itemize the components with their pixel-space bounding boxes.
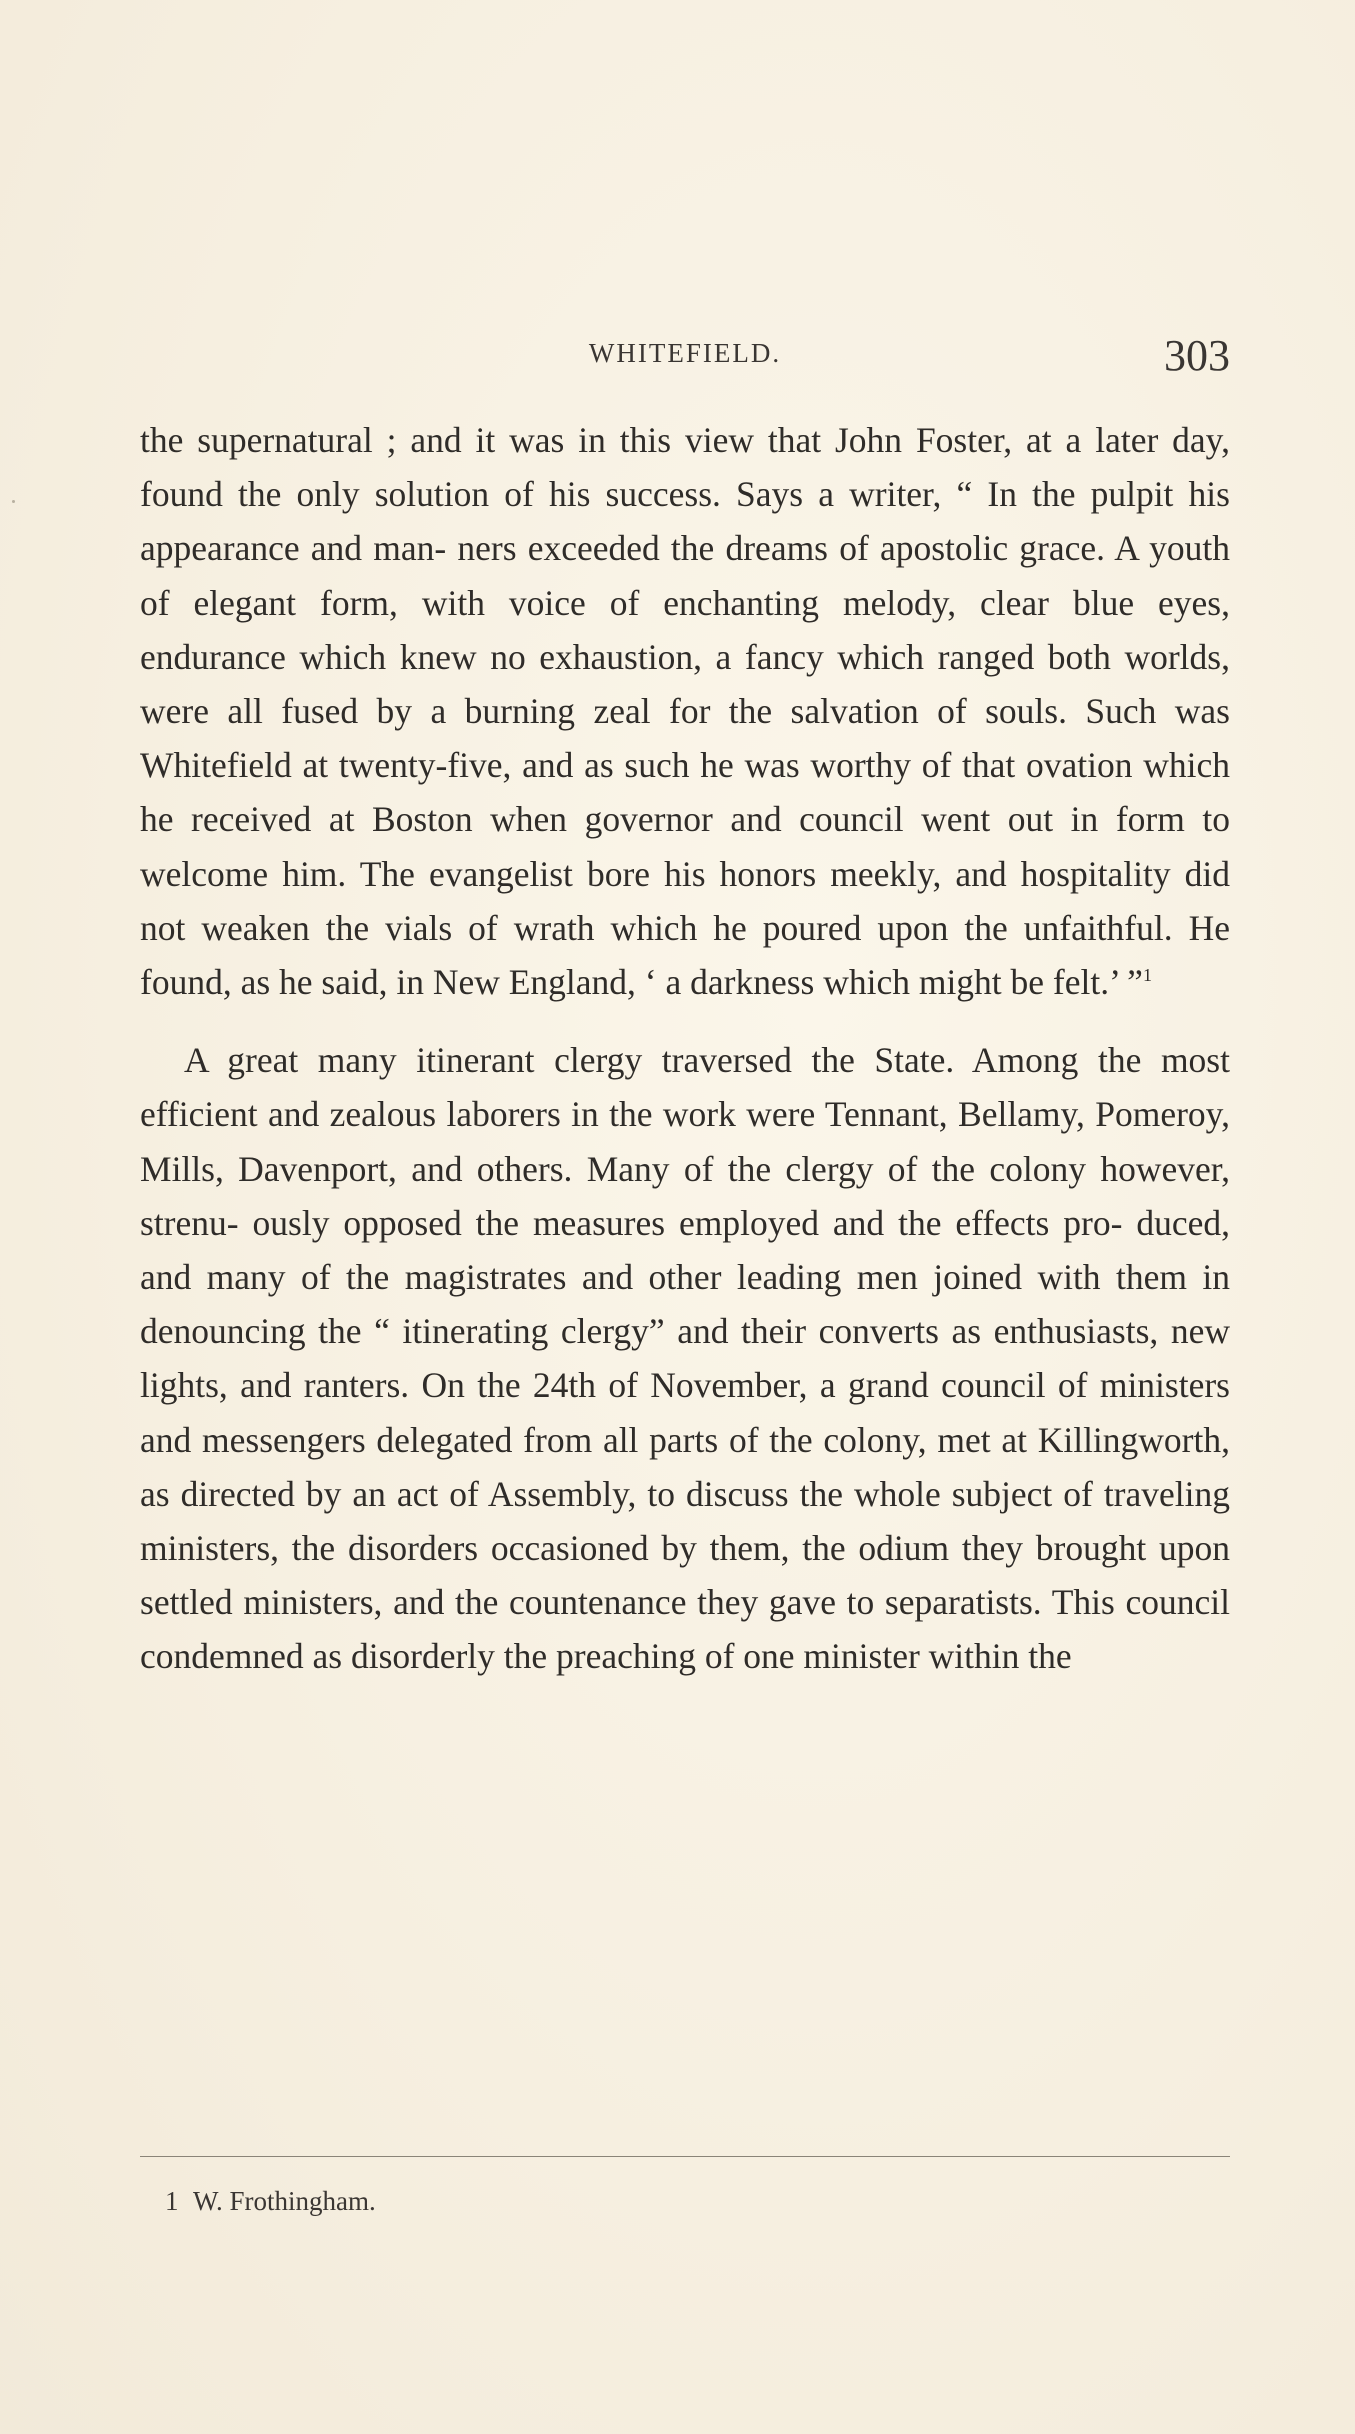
- paragraph: [140, 413, 1230, 1009]
- page-number: 303: [1164, 331, 1230, 380]
- running-head: [140, 330, 1230, 390]
- margin-speck: [12, 500, 15, 503]
- paragraph-text: the supernatural ; and it was in this view that John Foster, at a later day, found the only solution of his success. Says a writer, “ In the pulpit his appearance and man- ners exceeded the dreams of apostolic grace. A youth of elegant form, with voice of enchanting melody, clear blue eyes, endurance which knew no exhaustion, a fancy which ranged both worlds, were all fused by a burning zeal for the salvation of souls. Such was Whitefield at twenty-five, and as such he was worthy of that ovation which he received at Boston when governor and council went out in form to welcome him. The evangelist bore his honors meekly, and hospitality did not weaken the vials of wrath which he poured upon the unfaithful. He found, as he said, in New England, ‘ a darkness which might be felt.’ ”: [140, 420, 1230, 1003]
- running-title: WHITEFIELD.: [588, 338, 782, 368]
- body-text: [140, 413, 1230, 1684]
- footnote: [165, 2186, 1165, 2217]
- paragraph: A great many itinerant clergy traversed the State. Among the most efficient and zealous laborers in the work were Tennant, Bellamy, Pomeroy, Mills, Davenport, and others. Many of the clergy of the colony however, strenu- ously opposed the measures employed and the effects pro- duced, and many of the magistrates and other leading men joined with them in denouncing the “ itinerating clergy” and their converts as enthusiasts, new lights, and ranters. On the 24th of November, a grand council of ministers and messengers delegated from all parts of the colony, met at Killingworth, as directed by an act of Assembly, to discuss the whole subject of traveling ministers, the disorders occasioned by them, the odium they brought upon settled ministers, and the countenance they gave to separatists. This council condemned as disorderly the preaching of one minister within the: [140, 1040, 1230, 1677]
- footnote-reference[interactable]: 1: [1142, 965, 1152, 986]
- footnote-number: 1: [165, 2186, 179, 2216]
- footnote-divider: [140, 2156, 1230, 2157]
- footnote-text: W. Frothingham.: [193, 2186, 376, 2216]
